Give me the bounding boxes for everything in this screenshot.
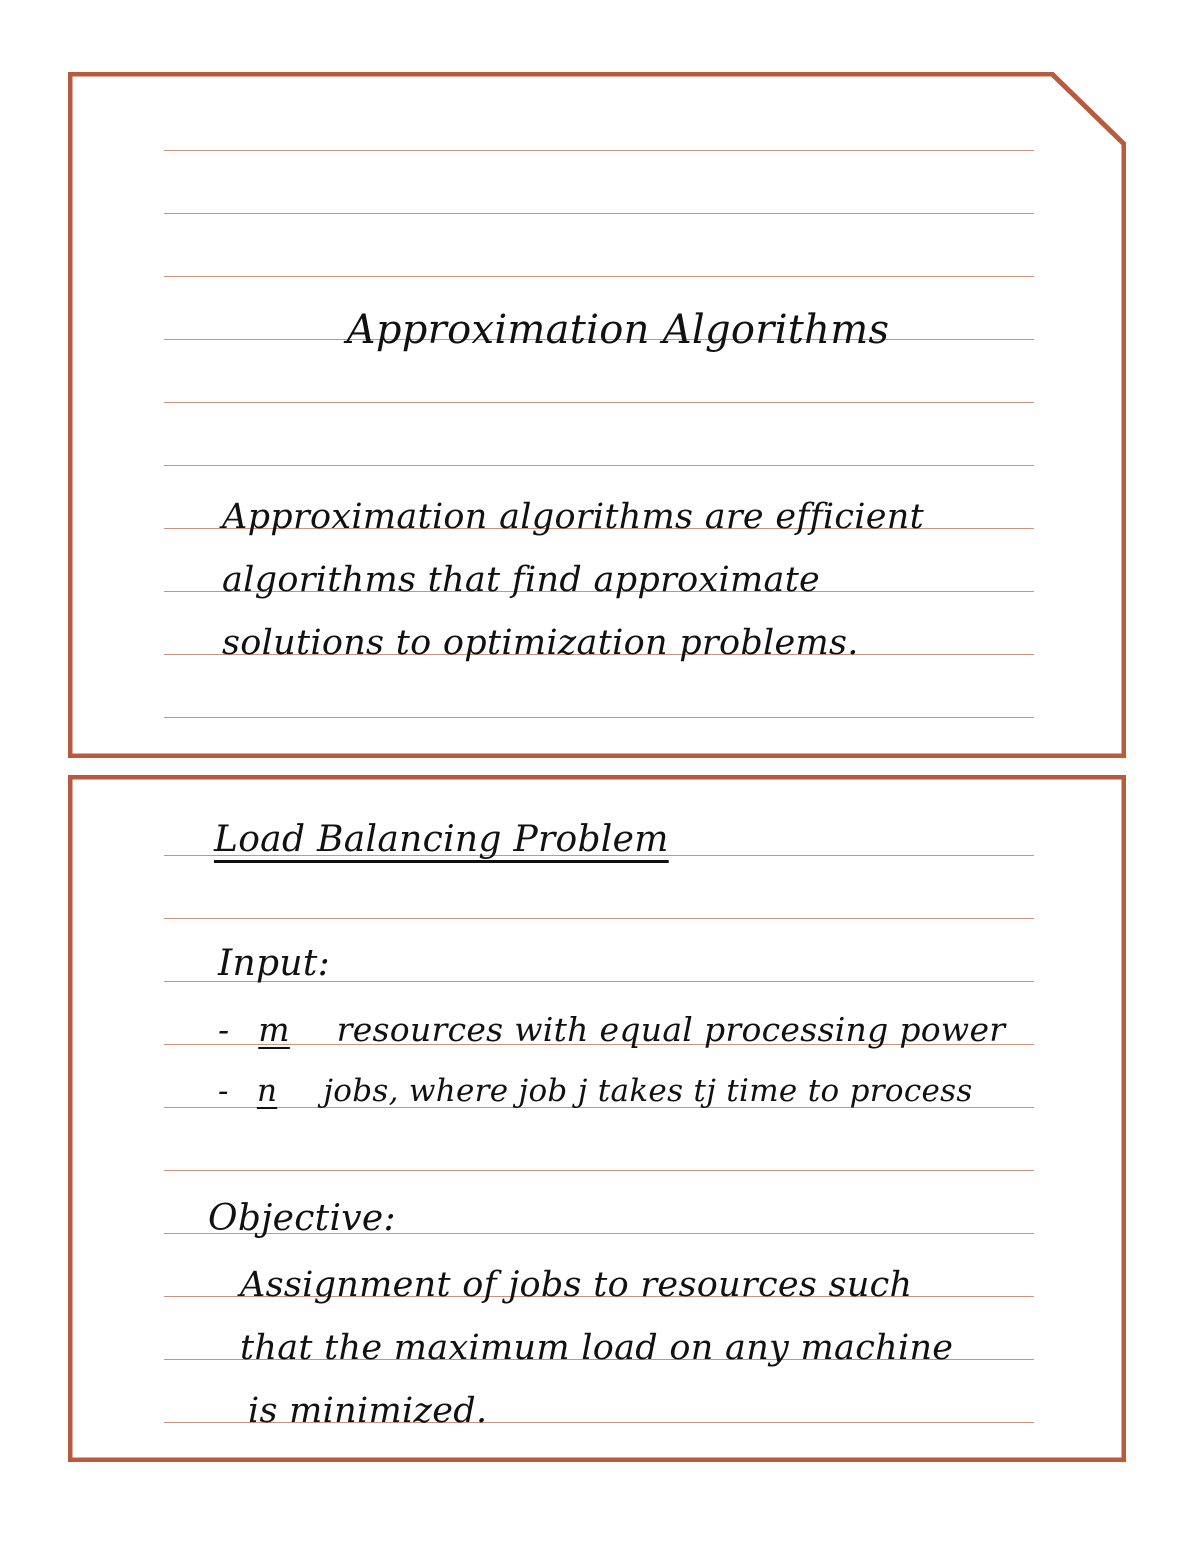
input-item-text: resources with equal processing power: [336, 1010, 1006, 1049]
ruled-line: [164, 402, 1034, 403]
definition-line: algorithms that find approximate: [222, 560, 821, 600]
objective-label: Objective:: [208, 1198, 396, 1239]
input-label: Input:: [218, 943, 331, 984]
objective-line: that the maximum load on any machine: [240, 1328, 954, 1368]
ruled-line: [164, 213, 1034, 214]
ruled-line: [164, 918, 1034, 919]
variable-m: m: [258, 1010, 290, 1049]
ruled-line: [164, 465, 1034, 466]
card-heading: Load Balancing Problem: [214, 819, 669, 860]
ruled-line: [164, 150, 1034, 151]
input-item-text: jobs, where job j takes tj time to process: [323, 1073, 973, 1109]
ruled-line: [164, 276, 1034, 277]
bullet-dash: -: [218, 1073, 229, 1109]
objective-line: Assignment of jobs to resources such: [240, 1265, 913, 1305]
input-item: [218, 1073, 973, 1109]
bullet-dash: -: [218, 1010, 230, 1049]
index-card-approximation-algorithms: [68, 72, 1126, 758]
index-card-load-balancing: [68, 775, 1126, 1462]
ruled-line: [164, 1170, 1034, 1171]
input-item: [218, 1010, 1005, 1049]
card-title: Approximation Algorithms: [346, 307, 890, 353]
ruled-line: [164, 717, 1034, 718]
definition-line: Approximation algorithms are efficient: [222, 497, 924, 537]
definition-line: solutions to optimization problems.: [222, 623, 859, 663]
variable-n: n: [256, 1073, 278, 1109]
objective-line: is minimized.: [248, 1391, 488, 1431]
